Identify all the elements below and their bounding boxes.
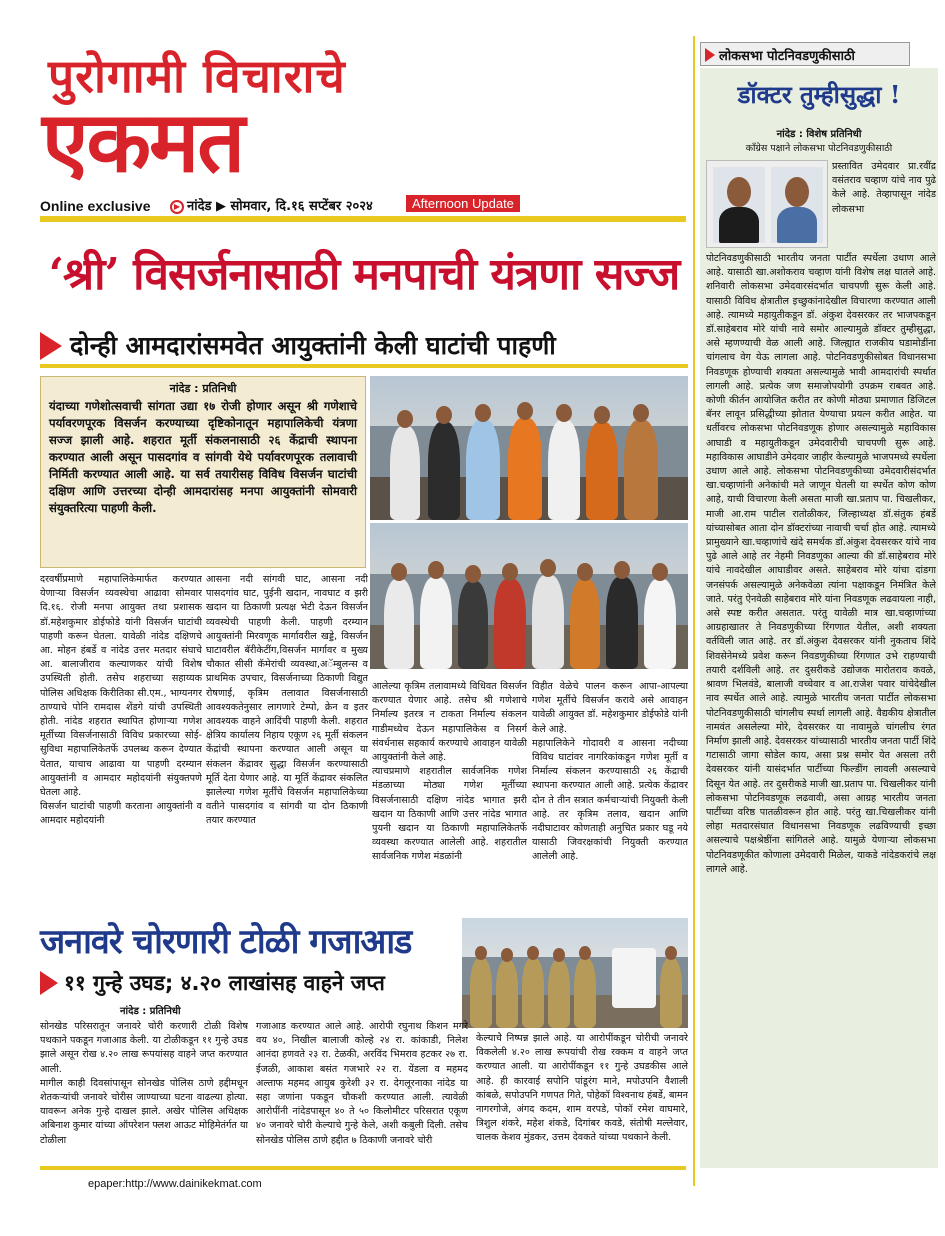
second-column-1: सोनखेड परिसरातून जनावरे चोरी करणारी टोळी विशेष पथकाने पकडून गजाआड केली. या टोळीकडून ११ गुन्हे उघड झाले असून रोख ४.२० लाख रूपयांसह वाहने जप्त करण्यात आली. मागील काही दिवसांपासून सोनखेड पोलिस ठाणे हद्दीमधून शेतकऱ्यांची जनावरे चोरीस जाण्याच्या घटना वाढल्या होत्या. यावरून अनेक गुन्हे दाखल झाले. अखेर पोलिस अधिक्षक अबिनाश कुमार यांच्या ऑपरेशन फ्लश आऊट मोहिमेतंर्गत या टोळीला <box>40 1021 248 1146</box>
lead-column-1: दरवर्षीप्रमाणे महापालिकेमार्फत करण्यात येणाऱ्या विसर्जन व्यवस्थेचा आढावा सोमवार दि.१६. रोजी मनपा आयुक्त तथा प्रशासक डॉ.महेशकुमार डोईफोडे यांनी विसर्जन घाटांची पाहणी करून घेतला. यावेळी नांदेड दक्षिणचे आ. मोहन हंबर्डे व नांदेड उत्तर मतदार संघाचे आ. बालाजीराव कल्याणकर यांची विशेष उपस्थिती होती. तसेच शहराच्या सहाय्यक पोलिस अधिक्षक किरीतिका सी.एम., भाग्यनगर ठाण्याचे पोनि रामदास शेंडगे यांची उपस्थिती होती. नांदेड शहरात स्थापित होणाऱ्या गणेश मूर्तीच्या विसर्जनासाठी विविध प्रकारच्या सोई-सुविधा महापालिकेतर्फे उपलब्ध करून देण्यात येतात, याचाच आढावा या पाहणी दरम्यान आयुक्तांनी व आमदार महोदयांनी संयुक्तपणे घेतला आहे. विसर्जन घाटांची पाहणी करताना आयुक्तांनी व आमदार महोदयांनी <box>40 574 202 827</box>
sidebar-byline <box>700 128 938 156</box>
sidebar-tag-text: लोकसभा पोटनिवडणुकीसाठी <box>719 49 855 64</box>
second-subheadline-text: ११ गुन्हे उघड; ४.२० लाखांसह वाहने जप्त <box>64 971 385 995</box>
sidebar-photo-caption-text: प्रस्तावित उमेदवार प्रा.रवींद्र वसंतराव चव्हाण यांचे नाव पुढे केले आहे. तेव्हापासून नांदेड लोकसभा <box>832 161 936 215</box>
lead-subheadline-text: दोन्ही आमदारांसमवेत आयुक्तांनी केली घाटांची पाहणी <box>70 331 556 360</box>
lead-column-4: विहीत वेळेचे पालन करून आपा-आपल्या गणेश मूर्तीचे विसर्जन करावे असे आवाहन यावेळी आयुक्त डॉ. महेशकुमार डोईफोडे यांनी केले आहे. महापालिकेने गोदावरी व आसना नदीच्या विविध घाटांवर नागरिकांकडून गणेश मूर्ती व निर्माल्य संकलन करण्यासाठी २६ केंद्राची स्थापना करण्यात आली आहे. प्रत्येक केंद्रावर दोन ते तीन सत्रात कर्मचाऱ्यांची नियुक्ती केली आहे. तर कृत्रिम तलाव, खदान आणि नदीघाटावर कोणताही अनुचित प्रकार घडू नये यासाठी जिवरक्षकांची नियुक्ती करण्यात आलेली आहे. <box>532 681 688 863</box>
triangle-bullet-icon <box>40 332 62 360</box>
dateline-text: नांदेड ▶ सोमवार, दि.१६ सप्टेंबर २०२४ <box>187 199 373 214</box>
second-byline: नांदेड : प्रतिनिधी <box>120 1006 181 1017</box>
sidebar-portraits <box>706 160 828 248</box>
lead-byline: नांदेड : प्रतिनिधी <box>169 382 237 395</box>
triangle-bullet-icon <box>40 971 58 995</box>
epaper-link[interactable]: epaper:http://www.dainikekmat.com <box>88 1178 262 1190</box>
lead-column-2: आसना नदी सांगवी घाट, आसना नदी पासदगांव घाट, पुईनी खदान, नावघाट व झरी खदान या ठिकाणी प्रत्यक्ष भेटी देऊन विसर्जन व्यवस्थेची पाहणी केली. पाहणी दरम्यान आयुक्तांनी मिरवणूक मार्गावरील खड्डे, विसर्जन घाटावरील बॅरीकेटींग,विसर्जन मार्गावर व मुख्य चौकात सीसी कॅमेरांची व्यवस्था,अॅम्बुलन्स व प्राथमिक उपचार, विसर्जनाच्या ठिकाणी विद्युत रोषणाई, कृत्रिम तलावात विसर्जनासाठी आवश्यकतेनुसार लागणारे टेम्पो, क्रेन व इतर आवश्यक वाहने आदिंची पाहणी केली. शहरात क्षेत्रिय कार्यालय निहाय एकूण २६ मूर्ती संकलन केंद्रांची स्थापना करण्यात आली असून या संकलन केंद्रावर सुद्धा विसर्जन करण्यासाठी मूर्ति देता येणार आहे. या मूर्ति केंद्रावर संकलित झालेल्या गणेश मूर्तींचे विसर्जन महापालिकेच्या वतीने पासदगांव व सांगवी या दोन ठिकाणी तयार करण्यात <box>206 574 368 827</box>
second-story-photo <box>462 918 688 1028</box>
lead-photo-2 <box>370 523 688 669</box>
subheadline-underline <box>40 364 688 368</box>
online-exclusive-label: Online exclusive <box>40 198 151 214</box>
second-headline: जनावरे चोरणारी टोळी गजाआड <box>40 922 412 962</box>
masthead-tagline: पुरोगामी विचाराचे <box>48 49 346 103</box>
dateline <box>170 196 373 214</box>
sidebar-body: पोटनिवडणुकीसाठी भारतीय जनता पार्टीत स्पर्धेला उधाण आले आहे. यासाठी खा.अशोकराव चव्हाण यांनी विशेष लक्ष घातले आहे. शनिवारी लोकसभा उमेदवारसंदर्भात चाचपणी सुरू केली आहे. यासाठी विविध क्षेत्रातील इच्छुकांनादेखील विचारणा करण्यात आली आहे. त्यामध्ये महायुतीकडून डॉ. अंकुश देवसरकर तर भाजपकडून डॉ.साहेबराव मोरे यांची नावे समोर आल्यामुळे डॉक्टर तुम्हीसुद्धा, असे म्हणण्याची वेळ आली आहे. जिल्ह्यात राजकीय घडामोडींना चांगलाच वेग येऊ लागला आहे. पोटनिवडणुकीसोबत विधानसभा निवडणूक होण्याची शक्यता असल्यामुळे भावी आमदारांची स्पर्धात लागली आहे. प्रत्येक जण समाजोपयोगी उपक्रम राबवत आहे. कोणी कीर्तन आयोजित करीत तर कोणी मोठ्या प्रमाणात डिजिटल बॅनर लावून प्रसिद्धीच्या झोतात येण्याचा प्रयत्न करीत आहेत. या धर्तीवरच लोकसभा पोटनिवडणूक होणार असल्यामुळे महाविकास आघाडी व महायुतीकडून उमेदवारीची चाचपणी सुरू आहे. महाविकास आघाडीने उमेदवार जाहीर केल्यामुळे भाजपमध्ये स्पर्धेला उधाण आले आहे. लोकसभा पोटनिवडणुकीच्या उमेदवारीसंदर्भात खा.चव्हाणांनी अनेकांची मते जाणून घेतली या स्पर्धेत कोण कोण आहे, याची विचारणा केली असता माजी खा.प्रताप पा. चिखलीकर, माजी आ.राम पाटील रातोळीकर, जिल्हाध्यक्ष डॉ.संतुक हंबर्डे यांच्यासोबत आता दोन डॉक्टरांच्या नावाची चर्चा होत आहे. त्यामध्ये प्रामुख्याने खा.चव्हाणांचे खंदे समर्थक डॉ.अंकुश देवसरकर यांचे नाव पुढे आले आहे तर नेहमी निवडणुका आल्या की डॉ.साहेबराव मोरे यांचे नावदेखील आघाडीवर असते. साहेबराव मोरे यांचा दांडगा जनसंपर्क असल्यामुळे अनेकवेळा त्यांना पक्षाकडून निमंत्रित केले जाते. परंतु ऐनवेळी साहेबराव मोरे यांना निवडणूक लढवायला नाही, असे स्पष्ट करीत असतात. परंतु यावेळी मात्र खा.चव्हाणांच्या आग्रहाखातर ते निवडणुकीच्या रिंगणात येतील, अशी शक्यता वर्तविली जात आहे. तर डॉ.अंकुश देवसरकर यांनी नुकताच शिंदे शिवसेनेमध्ये प्रवेश करून निवडणुकीच्या रिंगणात उभे राहण्याची तयारी दर्शविली आहे. तर दुसरीकडे उद्योजक मारोतराव कवळे, श्रावण भिलवंडे, बालाजी वच्चेवार व आ.राजेश पवार यांचेदेखील नाव स्पर्धेत आले आहे. त्यामुळे भारतीय जनता पार्टीत लोकसभा पोटनिवडणुकीसाठी चांगलीच स्पर्धा लागली आहे. वैद्यकीय क्षेत्रातील नामवंत असलेल्या मोरे, देवसरकर या नावामुळे चांगलीच रंगत निर्माण झाली आहे. देवसरकर यांच्यासाठी भारतीय जनता पार्टी शिंदे गटासाठी जागा सोडेल काय, असा प्रश्न समोर येत असला तरी देवसरकर यांनी यासंदर्भात पार्टीच्या फिल्डींग लावली असल्याचे दिसून येत आहे. तर दुसरीकडे माजी खा.प्रताप पा. चिखलीकर यांनी लोकसभा पोटनिवडणूक लढवावी, असा आग्रह भारतीय जनता पार्टीच्या वरिष्ठ पातळीवरून होत आहे. परंतु खा.चिखलीकर यांनी लोहा मतदारसंघात विधानसभा निवडणूक लढविण्याची इच्छा असल्याचे पक्षश्रेष्ठींना सांगितले आहे. यामुळे येणाऱ्या लोकसभा पोटनिवडणूकीत कोणाला उमेदवारी मिळेल, याकडे नांदेडकरांचे लक्ष लागले आहे. <box>706 253 936 875</box>
second-column-2: गजाआड करण्यात आले आहे. आरोपी रघुनाथ किशन मगरे वय ४०, निखील बालाजी कोल्हे २४ रा. कांकाडी, निलेश आनंदा हणवते २३ रा. टेळकी, अरविंद भिमराव हटकर २७ रा. ईजळी, आकाश बसंत गजभारे २२ रा. येंडला व महमद अल्ताफ महमद आयुब कुरेशी ३२ रा. देगलूरनाका नांदेड या सहा जणांना पकडून चौकशी करण्यात आली. त्यावेळी आरोपींनी नांदेडपासून ४० ते ५० किलोमीटर परिसरात एकूण ४० जनावरे चोरी केल्याचे गुन्हे केले, अशी कबुली दिली. तसेच सोनखेड पोलिस ठाणे हद्दीत ७ ठिकाणी जनावरे चोरी <box>256 1021 468 1146</box>
sidebar-byline-author: नांदेड : विशेष प्रतिनिधी <box>776 129 862 140</box>
lead-headline: ‘श्री’ विसर्जनासाठी मनपाची यंत्रणा सज्ज <box>48 249 680 300</box>
lead-photo-1 <box>370 376 688 520</box>
arrow-right-icon: ▶ <box>170 200 184 214</box>
lead-intro-text: यंदाच्या गणेशोत्सवाची सांगता उद्या १७ रोजी होणार असून श्री गणेशाचे पर्यावरणपूरक विसर्जन करण्याच्या दृष्टिकोनातून महापालिकेची यंत्रणा सज्ज झाली आहे. शहरात मूर्ती संकलनासाठी २६ केंद्राची स्थापना करण्यात आली असून पासदगांव व सांगवी येथे पर्यावरणपूरक तलावाची निर्मिती करण्यात आली आहे. या सर्व तयारीसह विविध विसर्जन घाटांची दक्षिण आणि उत्तरच्या दोन्ही आमदारांसह मनपा आयुक्तांनी सोमवारी संयुक्तरित्या पाहणी केली. <box>49 399 358 515</box>
lead-column-3: आलेल्या कृत्रिम तलावामध्ये विधिवत विसर्जन करण्यात येणार आहे. तसेच श्री गणेशाचे निर्माल्य इतरत्र न टाकता निर्माल्य संकलन गाडीमध्येच देऊन महापालिकेस व निसर्ग संवर्धनास सहकार्य करण्याचे आवाहन यावेळी आयुक्तांनी केले आहे. त्याचप्रमाणे शहरातील सार्वजनिक गणेश मंडळाच्या मोठ्या गणेश मूर्तीच्या विसर्जनासाठी दक्षिण नांदेड भागात झरी खदान या ठिकाणी आणि उत्तर नांदेड भागात पुयनी खदान या ठिकाणी महापालिकेतर्फे व्यवस्था करण्यात आलेली आहे. शहरातील सार्वजनिक गणेश मंडळांनी <box>372 681 527 863</box>
sidebar-byline-lead: काँग्रेस पक्षाने लोकसभा पोटनिवडणुकीसाठी <box>745 143 893 154</box>
header-divider <box>40 216 686 222</box>
second-subheadline <box>40 966 450 1000</box>
lead-subheadline <box>40 326 688 368</box>
lead-intro-box <box>40 376 366 568</box>
sidebar-tag <box>700 42 910 66</box>
footer-divider <box>40 1166 686 1170</box>
triangle-bullet-icon <box>705 48 715 62</box>
column-divider <box>693 36 695 1186</box>
masthead-logo: एकमत <box>42 92 244 191</box>
edition-badge: Afternoon Update <box>406 195 520 212</box>
second-column-3: केल्याचेे निष्पन्न झाले आहे. या आरोपींकडून चोरीची जनावरे विकलेली ४.२० लाख रूपयांची रोख रक्कम व वाहने जप्त करण्यात आली. या आरोपींकडून ११ गुन्हे उघडकीस आले आहे. ही कारवाई सपोनि पांडूरंग माने, मपोउपनि वैशाली कांबळे, सपोउपनि गणपत गिते, पोहेकॉ विश्वनाथ हंबर्डे, बामन नागरगोजे, अंगद कदम, शाम वरपडे, पोकॉ रमेश वाघमारे, त्रिशुल शंकरे, महेश शंकडे, दिगांबर कवडे, संतोषी मल्लेवार, चालक केशव मुंडकर, उत्तम देवकते यांच्या पथकाने केली. <box>476 1033 688 1144</box>
sidebar-headline: डॉक्टर तुम्हीसुद्धा ! <box>737 80 901 109</box>
